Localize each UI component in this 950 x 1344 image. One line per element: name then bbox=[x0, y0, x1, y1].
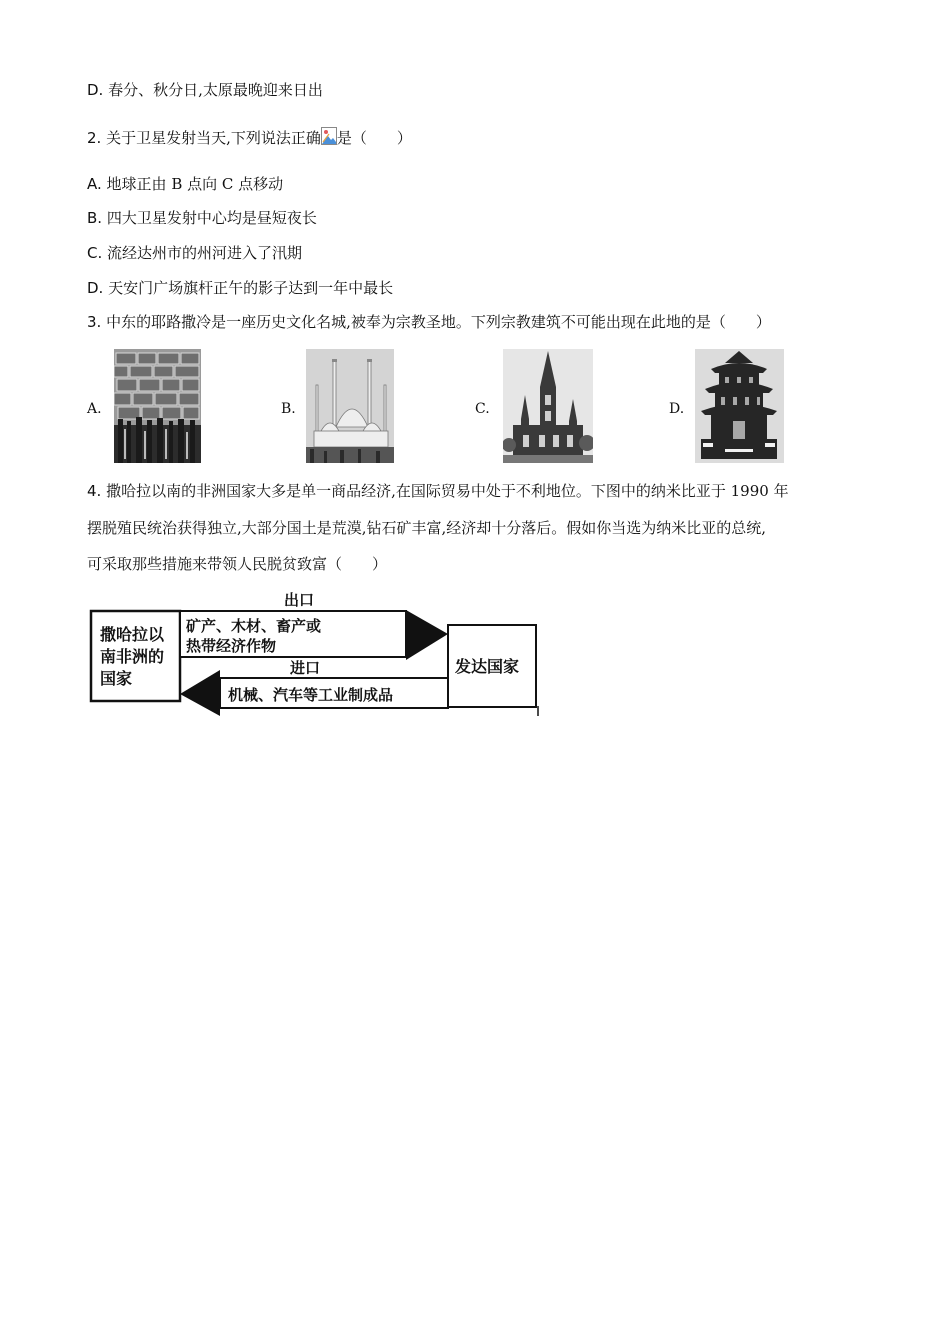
trade-diagram bbox=[88, 588, 540, 722]
q3-option-d-label: D. bbox=[669, 401, 685, 417]
question-text: 摆脱殖民统治获得独立,大部分国土是荒漠,钻石矿丰富,经济却十分落后。假如你当选为纳米比亚的总统, bbox=[87, 519, 767, 537]
option-text: 地球正由 B 点向 C 点移动 bbox=[106, 175, 284, 193]
q2-option-c bbox=[87, 243, 302, 263]
export-label: 出口 bbox=[284, 591, 315, 609]
export-arrow-head bbox=[406, 610, 448, 660]
question-number: 3. bbox=[87, 313, 102, 331]
q4-stem-line-1 bbox=[87, 481, 789, 501]
option-key: B. bbox=[87, 209, 103, 227]
option-text: 天安门广场旗杆正午的影子达到一年中最长 bbox=[108, 279, 394, 297]
q3-stem bbox=[87, 312, 771, 332]
option-key: A. bbox=[87, 175, 102, 193]
mosque-photo bbox=[306, 349, 394, 467]
broken-image-icon bbox=[321, 127, 337, 145]
q3-option-b-label: B. bbox=[281, 401, 296, 417]
question-text-end: 是（ ） bbox=[336, 129, 412, 147]
pagoda-photo bbox=[695, 349, 784, 467]
import-goods: 机械、汽车等工业制成品 bbox=[228, 686, 394, 704]
q4-stem-line-3 bbox=[87, 554, 387, 574]
import-arrow-head bbox=[180, 670, 220, 716]
q1-option-d bbox=[87, 80, 323, 100]
option-key: C. bbox=[87, 244, 103, 262]
question-text: 中东的耶路撒冷是一座历史文化名城,被奉为宗教圣地。下列宗教建筑不可能出现在此地的是（ ） bbox=[106, 313, 771, 331]
option-key: D. bbox=[87, 279, 104, 297]
option-text: 流经达州市的州河进入了汛期 bbox=[107, 244, 303, 262]
q2-option-a bbox=[87, 174, 283, 194]
wailing-wall-photo bbox=[114, 349, 201, 467]
question-text: 撒哈拉以南的非洲国家大多是单一商品经济,在国际贸易中处于不利地位。下图中的纳米比亚于 1990 年 bbox=[106, 482, 789, 500]
q2-option-b bbox=[87, 208, 317, 228]
left-box-line-3: 国家 bbox=[100, 669, 133, 688]
import-label: 进口 bbox=[290, 659, 321, 677]
question-text: 关于卫星发射当天,下列说法正确 bbox=[106, 129, 321, 147]
q3-option-c-label: C. bbox=[475, 401, 490, 417]
q2-stem bbox=[87, 127, 412, 148]
export-goods-line-2: 热带经济作物 bbox=[186, 637, 277, 655]
q2-option-d bbox=[87, 278, 393, 298]
q3-option-a-label: A. bbox=[87, 401, 102, 417]
church-photo bbox=[503, 349, 593, 467]
q4-stem-line-2 bbox=[87, 518, 766, 538]
option-key: D. bbox=[87, 81, 104, 99]
option-text: 春分、秋分日,太原最晚迎来日出 bbox=[108, 81, 323, 99]
left-box-line-1: 撒哈拉以 bbox=[100, 625, 165, 644]
question-number: 4. bbox=[87, 482, 102, 500]
option-text: 四大卫星发射中心均是昼短夜长 bbox=[106, 209, 317, 227]
question-text: 可采取那些措施来带领人民脱贫致富（ ） bbox=[87, 555, 388, 573]
left-box-line-2: 南非洲的 bbox=[100, 647, 165, 666]
right-box-label: 发达国家 bbox=[455, 657, 520, 676]
export-goods-line-1: 矿产、木材、畜产或 bbox=[186, 617, 322, 635]
question-number: 2. bbox=[87, 129, 102, 147]
